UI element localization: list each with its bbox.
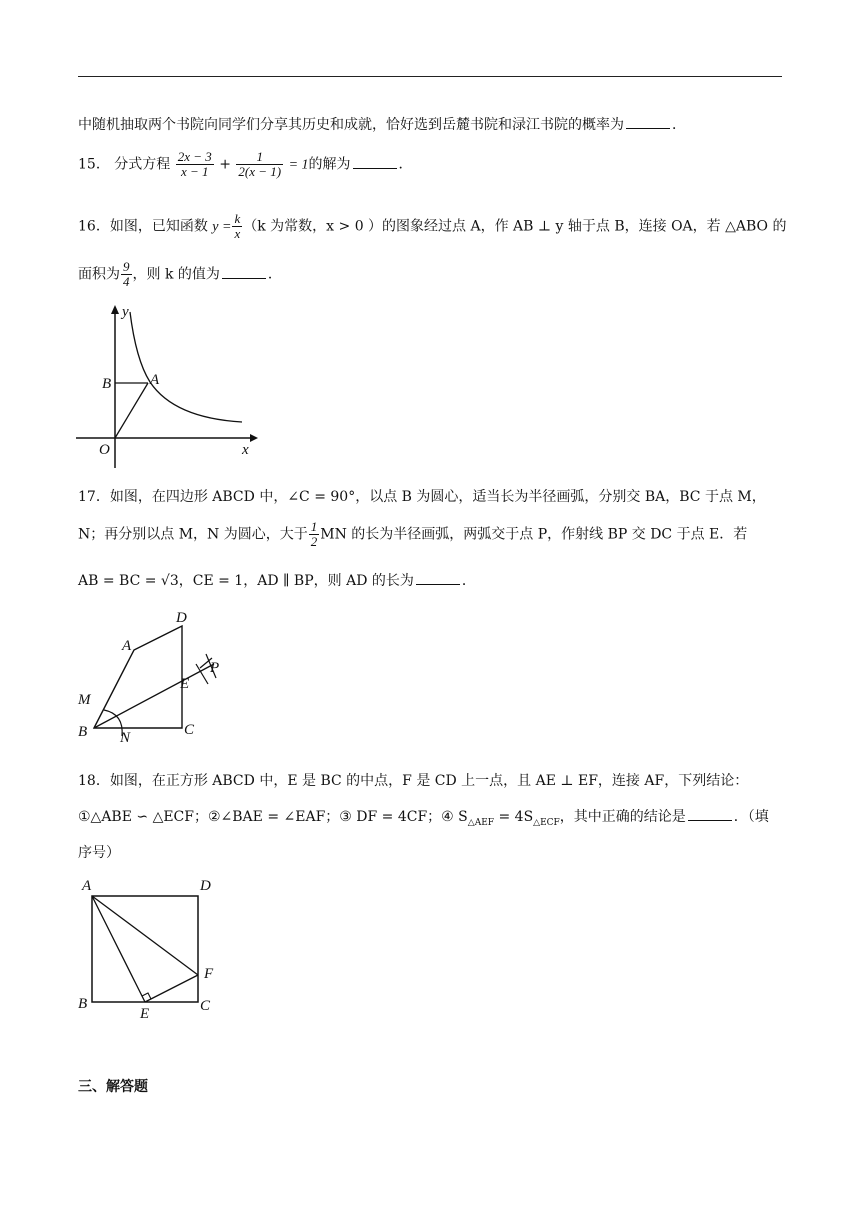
label-y: y [122, 304, 129, 320]
label-C: C [184, 722, 195, 738]
label-D: D [200, 878, 211, 894]
answer-blank[interactable] [416, 572, 460, 585]
label-B: B [78, 724, 88, 740]
fraction: $\frac{1}{2}$ [310, 519, 318, 549]
label-A: A [122, 638, 132, 654]
header-rule [78, 76, 782, 77]
label-E: E [180, 676, 190, 692]
answer-blank[interactable] [353, 156, 397, 169]
label-O: O [99, 442, 110, 458]
question-16-line1: 16．如图，已知函数 y = $\frac{k}{x}$ （k 为常数，x > 0 ）的图象经过点 A，作 AB ⊥ y 轴于点 B，连接 OA，若 △ABO 的 [78, 211, 787, 241]
q14-tail: 中随机抽取两个书院向同学们分享其历史和成就，恰好选到岳麓书院和渌江书院的概率为 ． [78, 117, 686, 133]
label-F: F [204, 966, 214, 982]
question-17-line3: AB = BC = √3，CE = 1，AD ∥ BP，则 AD 的长为 ． [78, 573, 476, 589]
question-15: 15． 分式方程 $\frac{2x - 3}{x - 1}$ + $\frac{1}{2(x - 1)}$ = 1的解为 ． [78, 149, 413, 179]
question-17-line2: N；再分别以点 M，N 为圆心，大于 $\frac{1}{2}$ MN 的长为半径画弧，两弧交于点 P，作射线 BP 交 DC 于点 E．若 [78, 519, 748, 549]
section-title: 三、解答题 [78, 1079, 148, 1095]
figure-q17 [74, 606, 244, 742]
question-18-line2: ①△ABE ∽ △ECF；②∠BAE = ∠EAF；③ DF = 4CF；④ $S_{\triangle AEF} = 4S_{\triangle ECF}$，其中正确的结论是 ．（填 [78, 809, 769, 828]
fraction: $\frac{1}{2(x - 1)}$ [238, 149, 282, 179]
question-16-line2: 面积为 $\frac{9}{4}$ ，则 k 的值为 ． [78, 259, 282, 289]
label-M: M [78, 692, 91, 708]
ray-BP [94, 664, 214, 728]
answer-blank[interactable] [688, 808, 732, 821]
figure-q18 [74, 872, 234, 1022]
answer-blank[interactable] [222, 266, 266, 279]
label-N: N [120, 730, 131, 742]
question-17-line1: 17．如图，在四边形 ABCD 中，∠C = 90°，以点 B 为圆心，适当长为半径画弧，分别交 BA，BC 于点 M， [78, 489, 766, 505]
hyperbola [130, 312, 242, 422]
label-C: C [200, 998, 211, 1014]
fraction: $\frac{k}{x}$ [234, 211, 241, 241]
label-P: P [210, 660, 220, 676]
segment-AF [92, 896, 198, 975]
label-x: x [242, 442, 249, 458]
square-ABCD [92, 896, 198, 1002]
label-A: A [150, 372, 160, 388]
label-B: B [78, 996, 88, 1012]
label-D: D [176, 610, 187, 626]
label-B: B [102, 376, 112, 392]
label-E: E [140, 1006, 150, 1022]
question-18-line1: 18．如图，在正方形 ABCD 中，E 是 BC 的中点，F 是 CD 上一点，且 AE ⊥ EF，连接 AF，下列结论： [78, 773, 749, 789]
quadrilateral-ABCD [94, 626, 182, 728]
x-arrow [250, 434, 258, 442]
question-18-line3: 序号） [78, 845, 120, 861]
segment-AE [92, 896, 145, 1002]
fraction: $\frac{9}{4}$ [123, 259, 130, 289]
y-arrow [111, 305, 119, 314]
segment-EF [145, 975, 198, 1002]
answer-blank[interactable] [626, 116, 670, 129]
label-A: A [82, 878, 92, 894]
segment-OA [115, 383, 148, 438]
figure-q16 [74, 300, 264, 470]
fraction: $\frac{2x - 3}{x - 1}$ [177, 149, 212, 179]
